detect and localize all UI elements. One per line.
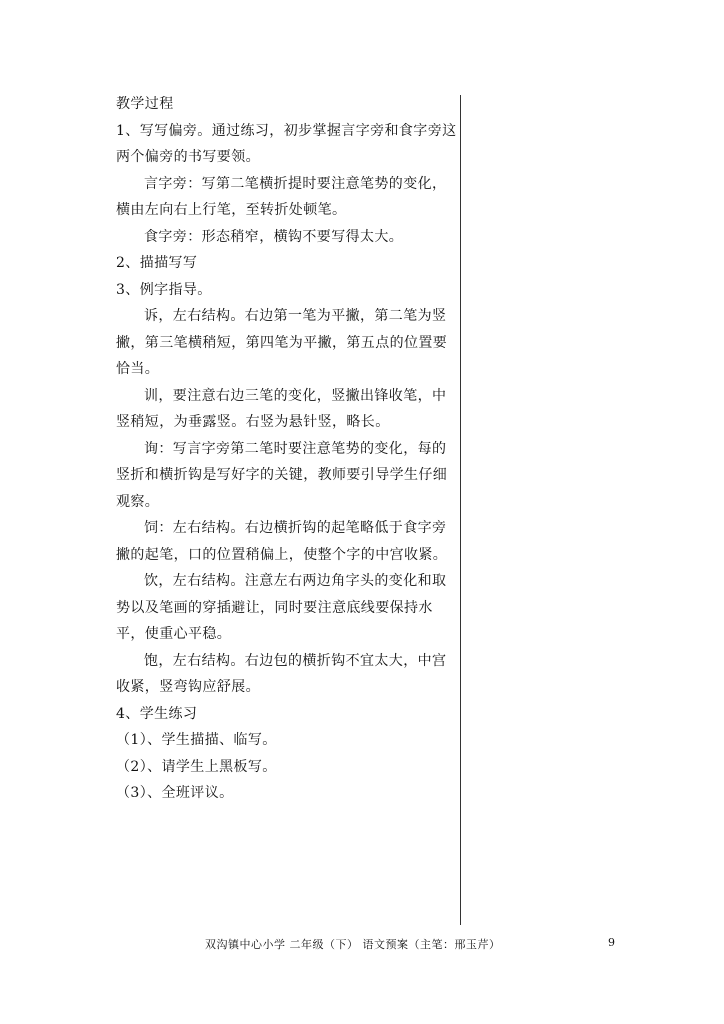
text-line: （3）、全班评议。 — [116, 785, 234, 801]
text-line: 4、学生练习 — [116, 705, 198, 722]
column-divider — [460, 95, 461, 925]
text-line: 横由左向右上行笔，至转折处顿笔。 — [116, 202, 347, 218]
text-line: 两个偏旁的书写要领。 — [116, 149, 260, 165]
lesson-content — [116, 92, 456, 808]
text-line: 3、例字指导。 — [116, 281, 212, 298]
text-line: 询：写言字旁第二笔时要注意笔势的变化，每的 — [144, 440, 447, 457]
text-line: 撇，第三笔横稍短，第四笔为平撇，第五点的位置要 — [116, 334, 448, 351]
text-line: 势以及笔画的穿插避让，同时要注意底线要保持水 — [116, 599, 433, 616]
text-line: （1）、学生描描、临写。 — [116, 732, 277, 748]
text-line: 训，要注意右边三笔的变化，竖撇出锋收笔，中 — [144, 387, 447, 404]
text-line: 2、描描写写 — [116, 255, 198, 271]
text-line: 撇的起笔，口的位置稍偏上，使整个字的中宫收紧。 — [116, 546, 448, 563]
text-line: 饲：左右结构。右边横折钩的起笔略低于食字旁 — [144, 520, 447, 536]
text-line: 教学过程 — [116, 96, 174, 112]
text-line: 饮，左右结构。注意左右两边角字头的变化和取 — [144, 573, 447, 589]
text-line: 恰当。 — [116, 361, 160, 377]
text-line: 1、写写偏旁。通过练习，初步掌握言字旁和食字旁这 — [116, 122, 457, 139]
text-line: 平，使重心平稳。 — [116, 626, 232, 642]
text-line: 诉，左右结构。右边第一笔为平撇，第二笔为竖 — [144, 308, 447, 324]
footer-text: 双沟镇中心小学 二年级（下） 语文预案（主笔：邢玉芹） — [205, 938, 501, 951]
text-line: 竖稍短，为垂露竖。右竖为悬针竖，略长。 — [116, 414, 390, 430]
text-line: 食字旁：形态稍窄，横钩不要写得太大。 — [144, 228, 404, 245]
text-line: （2）、请学生上黑板写。 — [116, 758, 277, 775]
text-line: 饱，左右结构。右边包的横折钩不宜太大，中宫 — [144, 652, 447, 669]
text-line: 收紧，竖弯钩应舒展。 — [116, 679, 260, 695]
page-number: 9 — [608, 936, 615, 949]
text-line: 竖折和横折钩是写好字的关键，教师要引导学生仔细 — [116, 467, 448, 483]
text-line: 观察。 — [116, 493, 160, 510]
text-line: 言字旁：写第二笔横折提时要注意笔势的变化， — [144, 175, 447, 192]
